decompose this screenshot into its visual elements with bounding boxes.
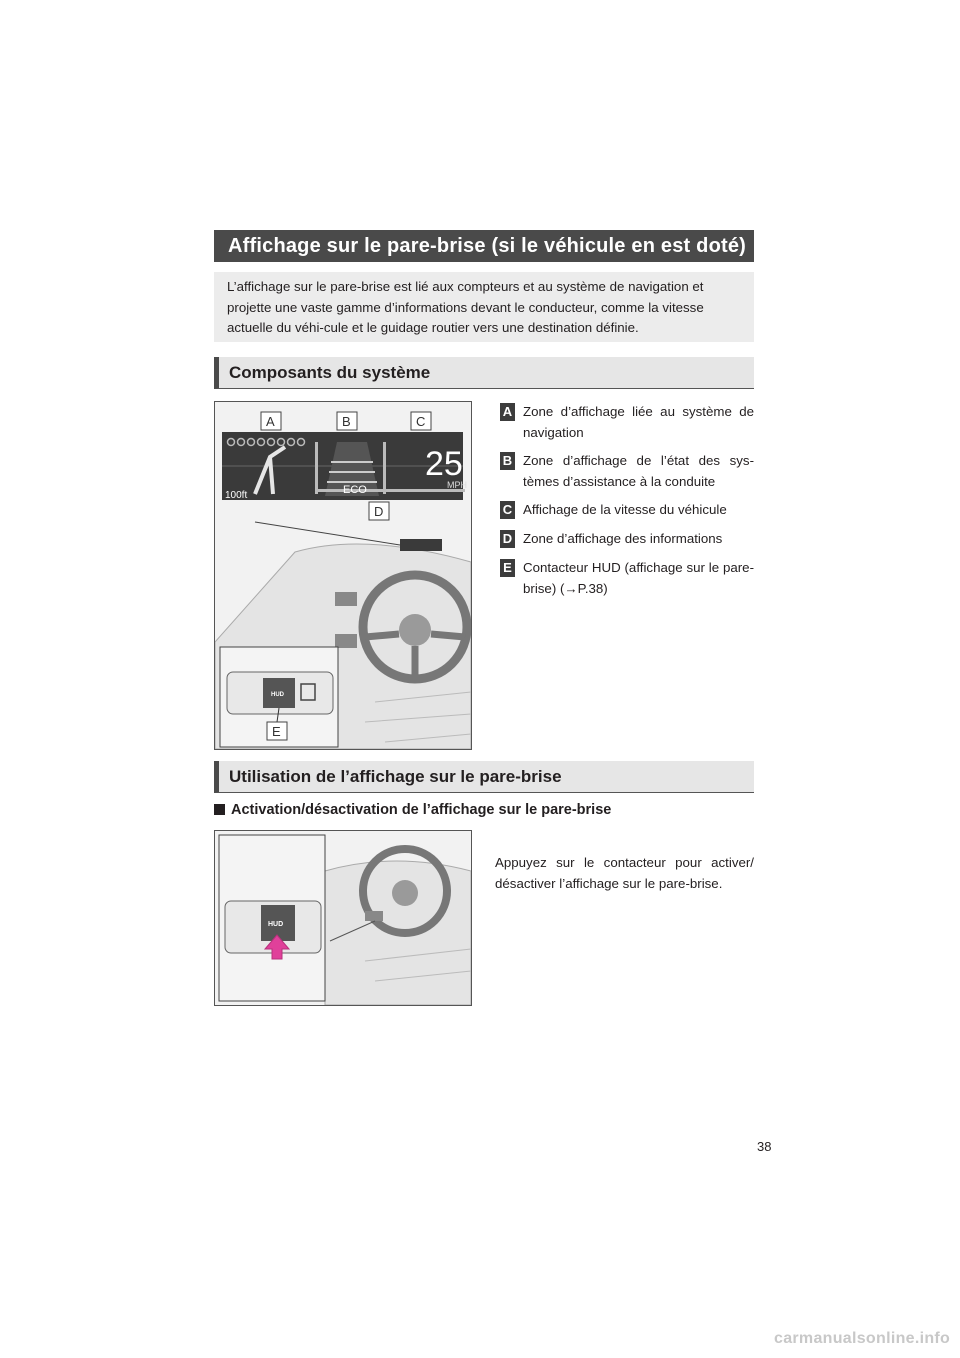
legend-letter-b: B [500, 452, 515, 470]
subheading-activation [214, 802, 611, 818]
hud-speed-unit: MPH [447, 480, 467, 490]
usage-instructions: Appuyez sur le contacteur pour activer/ désactiver l’affichage sur le pare-brise. [495, 855, 754, 891]
legend-text-d: Zone d’affichage des informations [523, 531, 723, 546]
page-number: 38 [757, 1139, 772, 1154]
subheading-text: Activation/désactivation de l’affichage sur le pare-brise [231, 802, 612, 818]
hud-switch-figure [214, 830, 472, 1006]
watermark: carmanualsonline.info [774, 1330, 951, 1347]
dashboard-illustration [215, 402, 471, 749]
callout-c: C [416, 414, 426, 429]
legend-text-c: Affichage de la vitesse du véhicule [523, 502, 727, 517]
intro-paragraph: L’affichage sur le pare-brise est lié aux compteurs et au système de navigation et projette une vaste gamme d’informations devant le conducteur, comme la vitesse actuelle du véhi-cule et le guidage routier vers une destination définie. [214, 272, 754, 342]
hud-distance: 100ft [225, 490, 248, 501]
hud-components-figure [214, 401, 472, 750]
section-heading-components: Composants du système [214, 357, 754, 389]
main-heading: Affichage sur le pare-brise (si le véhicule en est doté) [214, 230, 754, 262]
legend-text-b: Zone d’affichage de l’état des sys-tèmes d’assistance à la conduite [523, 453, 754, 489]
legend-text-a: Zone d’affichage liée au système de navigation [523, 404, 754, 440]
legend-letter-e: E [500, 559, 515, 577]
hud-switch-label-2: HUD [268, 921, 284, 928]
hud-speed-value: 25 [425, 445, 463, 483]
legend-letter-d: D [500, 530, 515, 548]
section-heading-usage: Utilisation de l’affichage sur le pare-brise [214, 761, 754, 793]
hud-eco-indicator: ECO [343, 484, 367, 496]
callout-d: D [374, 504, 384, 519]
legend-text-e: Contacteur HUD (affichage sur le pare-brise) (→P.38) [523, 560, 754, 596]
callout-e: E [272, 724, 281, 739]
callout-a: A [266, 414, 275, 429]
callout-b: B [342, 414, 351, 429]
legend-letter-c: C [500, 501, 515, 519]
bullet-square-icon [214, 804, 225, 815]
legend-letter-a: A [500, 403, 515, 421]
switch-illustration [215, 831, 471, 1005]
hud-switch-label: HUD [271, 692, 284, 698]
